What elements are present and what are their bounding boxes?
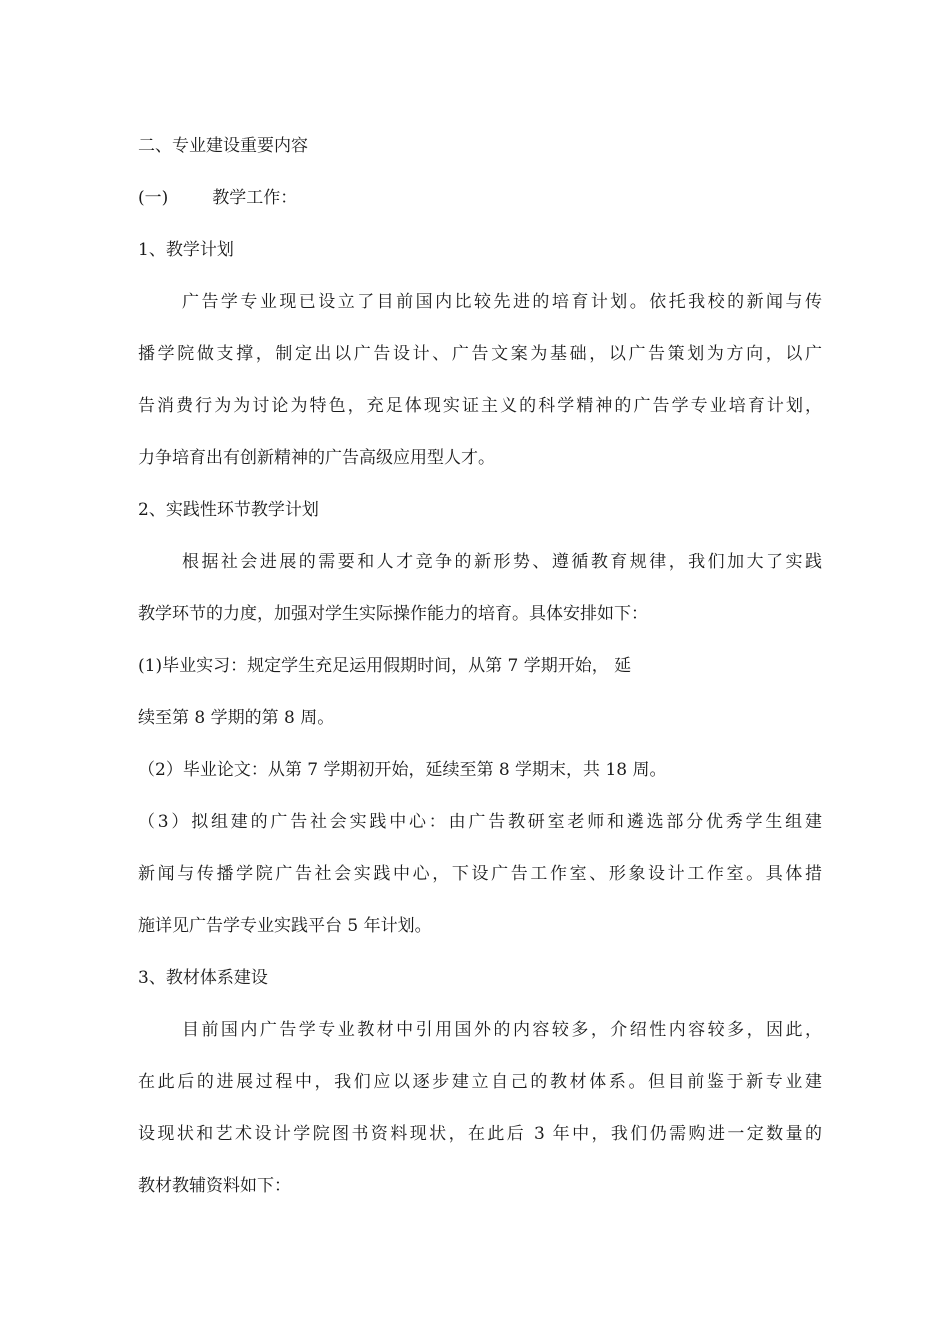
paragraph-line: 设现状和艺术设计学院图书资料现状，在此后 3 年中，我们仍需购进一定数量的 (138, 1124, 822, 1144)
paragraph-line: 播学院做支撑，制定出以广告设计、广告文案为基础，以广告策划为方向，以广 (138, 344, 822, 364)
paragraph-line: 教材教辅资料如下： (138, 1176, 291, 1196)
paragraph-line: 在此后的进展过程中，我们应以逐步建立自己的教材体系。但目前鉴于新专业建 (138, 1072, 822, 1092)
subsection-heading (138, 186, 297, 210)
item-heading-1: 1、教学计划 (138, 240, 234, 260)
paragraph-line: 告消费行为为讨论为特色，充足体现实证主义的科学精神的广告学专业培育计划， (138, 396, 822, 416)
subsection-number: (一) (138, 188, 169, 208)
paragraph-line: 目前国内广告学专业教材中引用国外的内容较多，介绍性内容较多，因此， (182, 1020, 822, 1040)
paragraph-line: 根据社会进展的需要和人才竞争的新形势、遵循教育规律，我们加大了实践 (182, 552, 822, 572)
list-item-line: （3）拟组建的广告社会实践中心：由广告教研室老师和遴选部分优秀学生组建 (138, 812, 822, 832)
list-item-line: （2）毕业论文：从第 7 学期初开始，延续至第 8 学期末，共 18 周。 (138, 760, 667, 780)
item-heading-2: 2、实践性环节教学计划 (138, 500, 319, 520)
paragraph-line: 力争培育出有创新精神的广告高级应用型人才。 (138, 448, 495, 468)
section-heading: 二、专业建设重要内容 (138, 136, 308, 156)
list-item-line: 续至第 8 学期的第 8 周。 (138, 708, 335, 728)
subsection-title: 教学工作： (212, 188, 298, 208)
paragraph-line: 教学环节的力度，加强对学生实际操作能力的培育。具体安排如下： (138, 604, 648, 624)
item-heading-3: 3、教材体系建设 (138, 968, 268, 988)
list-item-line: 施详见广告学专业实践平台 5 年计划。 (138, 916, 432, 936)
paragraph-line: 广告学专业现已设立了目前国内比较先进的培育计划。依托我校的新闻与传 (182, 292, 822, 312)
list-item-line: 新闻与传播学院广告社会实践中心，下设广告工作室、形象设计工作室。具体措 (138, 864, 822, 884)
document-page (138, 0, 822, 1344)
list-item-line: (1)毕业实习：规定学生充足运用假期时间，从第 7 学期开始， 延 (138, 656, 632, 676)
